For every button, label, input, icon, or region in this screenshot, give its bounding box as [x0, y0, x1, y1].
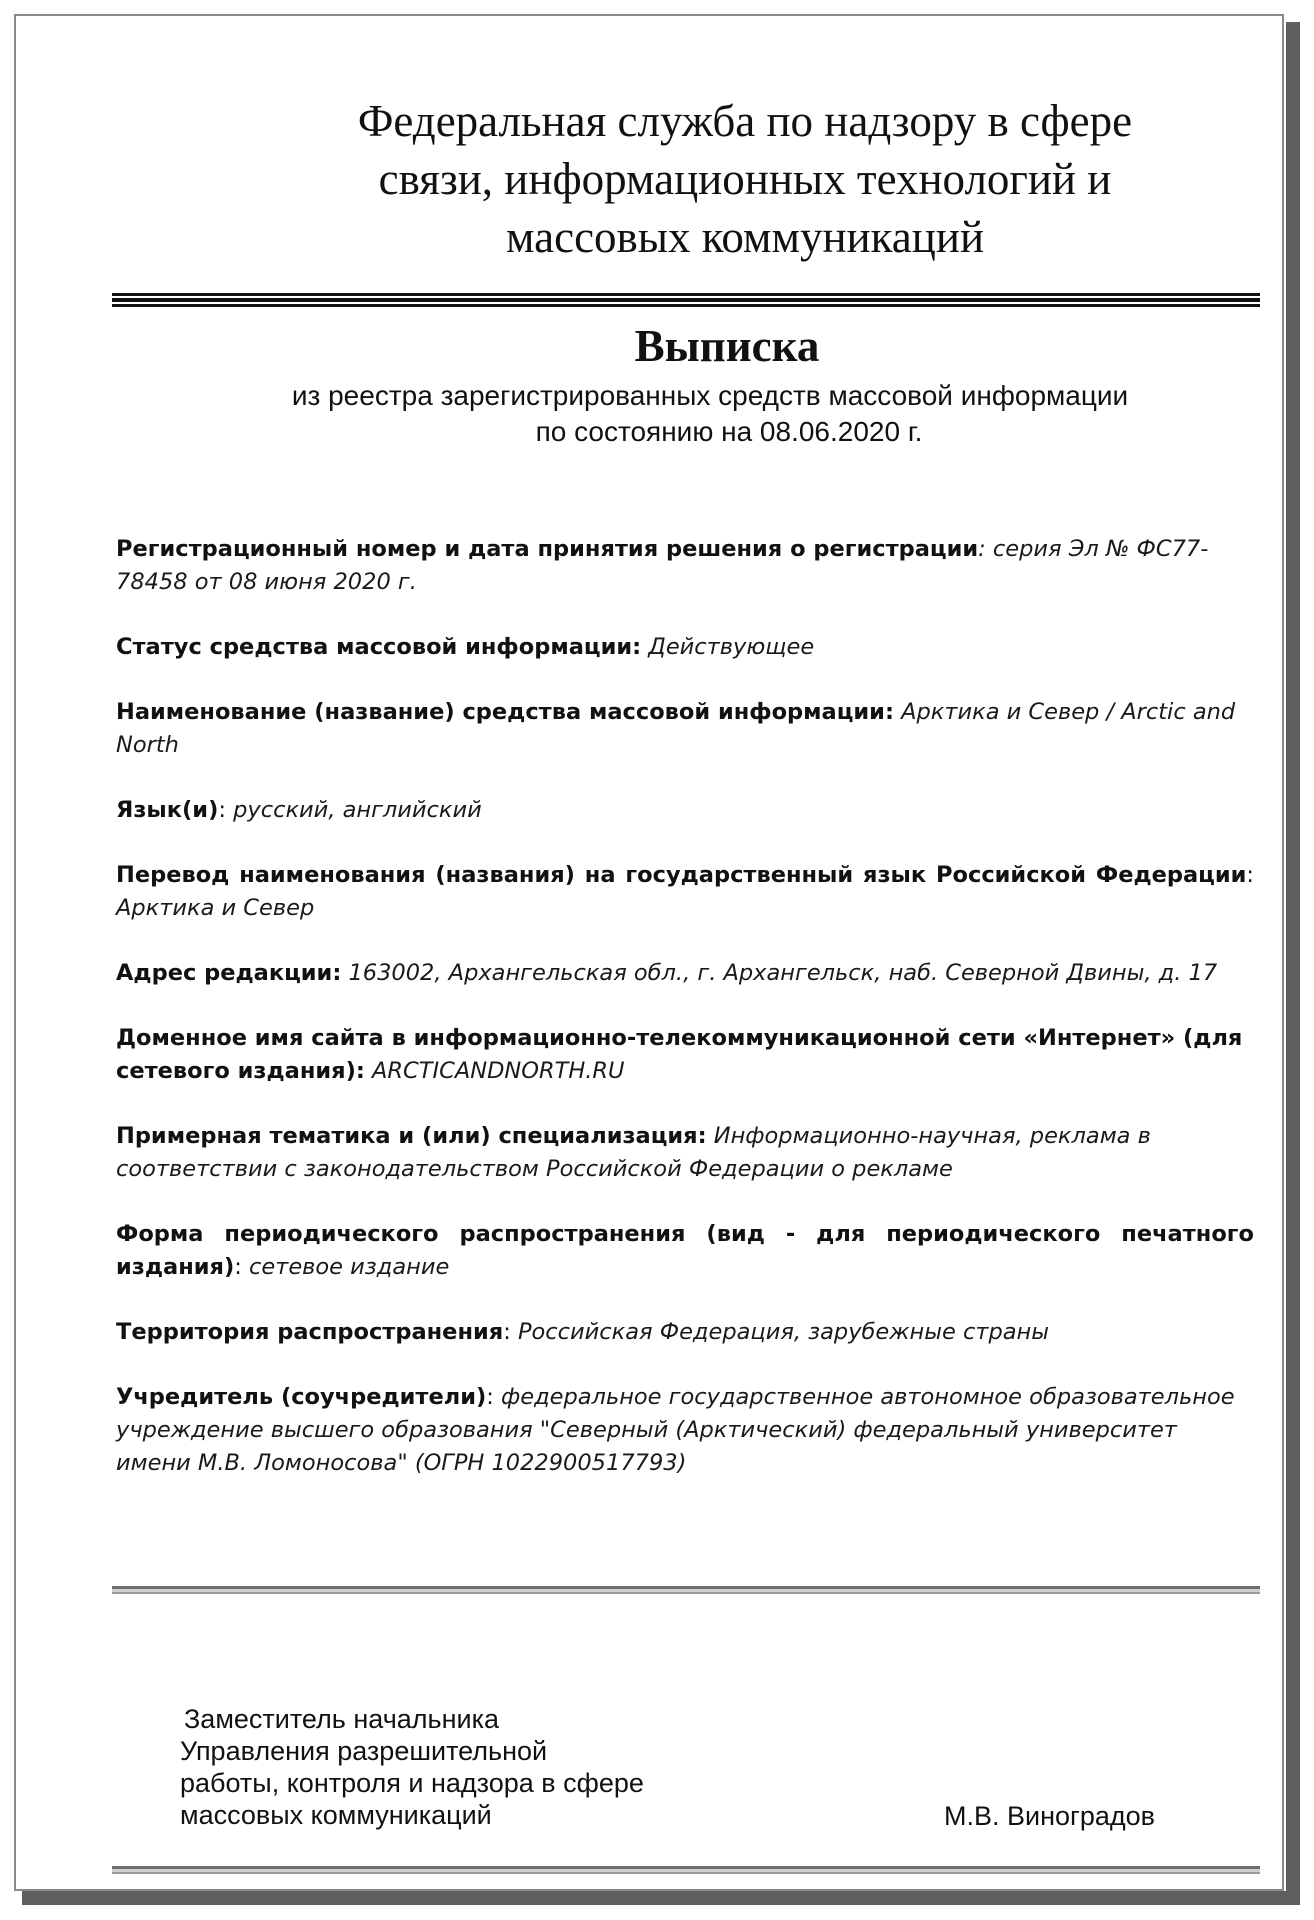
signer-position-line-2: Управления разрешительной — [180, 1736, 548, 1766]
field-label: Примерная тематика и (или) специализация: — [116, 1123, 707, 1149]
field-domain-name — [116, 1022, 1254, 1088]
agency-header — [280, 92, 1210, 266]
field-value: 163002, Архангельская обл., г. Архангельск, наб. Северной Двины, д. 17 — [341, 960, 1218, 986]
field-registration-number: Регистрационный номер и дата принятия решения о регистрации: серия Эл № ФС77-78458 от 08 июня 2020 г. — [116, 536, 1209, 595]
field-value: Арктика и Север — [116, 895, 315, 921]
document-title: Выписка — [634, 321, 820, 371]
field-label: Наименование (название) средства массовой информации: — [116, 699, 894, 725]
field-label: Перевод наименования (названия) на государственный язык Российской Федерации — [116, 862, 1247, 888]
signer-position-line-1: Заместитель начальника — [184, 1704, 500, 1734]
registry-fields — [116, 533, 1254, 1512]
document-subtitle — [112, 378, 1308, 450]
page-shadow-bottom — [22, 1891, 1300, 1905]
field-label: Доменное имя сайта в информационно-телекоммуникационной сети «Интернет» (для сетевого издания): — [116, 1025, 1243, 1084]
field-label: Территория распространения — [116, 1319, 504, 1345]
bottom-divider — [112, 1866, 1260, 1874]
field-label: Статус средства массовой информации: — [116, 634, 642, 660]
field-label: Язык(и) — [116, 797, 219, 823]
agency-line-1: Федеральная служба по надзору в сфере — [357, 96, 1133, 146]
field-status — [116, 631, 1254, 664]
field-label: Регистрационный номер и дата принятия решения о регистрации — [116, 536, 979, 562]
field-label: Форма периодического распространения (вид - для периодического печатного издания) — [116, 1221, 1254, 1280]
field-value: ARCTICANDNORTH.RU — [364, 1058, 625, 1084]
field-subject-matter — [116, 1120, 1254, 1186]
field-value: Российская Федерация, зарубежные страны — [510, 1319, 1049, 1345]
field-value: Действующее — [641, 634, 815, 660]
field-media-name — [116, 696, 1254, 762]
field-value: Информационно-научная, реклама в соответствии с законодательством Российской Федерации о рекламе — [116, 1123, 1151, 1182]
agency-line-3: массовых коммуникаций — [505, 212, 985, 262]
field-value: русский, английский — [225, 797, 482, 823]
field-label: Адрес редакции: — [116, 960, 342, 986]
field-value: Арктика и Север / Arctic and North — [116, 699, 1236, 758]
footer-divider — [112, 1586, 1260, 1594]
signer-name: М.В. Виноградов — [944, 1801, 1156, 1831]
page-shadow-right — [1286, 22, 1300, 1902]
field-editorial-address — [116, 957, 1254, 990]
field-name-translation: Перевод наименования (названия) на государственный язык Российской Федерации: Арктика и Север — [116, 862, 1254, 921]
signer-position — [180, 1703, 740, 1831]
header-divider — [112, 293, 1260, 307]
field-languages: Язык(и): русский, английский — [116, 797, 482, 823]
field-label: Учредитель (соучредители) — [116, 1384, 487, 1410]
signer-position-line-4: массовых коммуникаций — [180, 1800, 492, 1830]
field-distribution-form: Форма периодического распространения (вид - для периодического печатного издания): сетевое издание — [116, 1221, 1254, 1280]
signer-position-line-3: работы, контроля и надзора в сфере — [180, 1768, 644, 1798]
field-distribution-territory: Территория распространения: Российская Федерация, зарубежные страны — [116, 1319, 1049, 1345]
subtitle-date-line: по состоянию на 08.06.2020 г. — [535, 416, 923, 447]
subtitle-line-1: из реестра зарегистрированных средств массовой информации — [291, 380, 1129, 411]
field-value: серия Эл № ФС77-78458 от 08 июня 2020 г. — [116, 536, 1209, 595]
field-founders: Учредитель (соучредители): федеральное государственное автономное образовательное учреждение высшего образования "Северный (Арктический) федеральный университет имени М.В. Ломоносова" (ОГРН 1022900517793) — [116, 1384, 1235, 1476]
field-value: федеральное государственное автономное образовательное учреждение высшего образования "Северный (Арктический) федеральный университет имени М.В. Ломоносова" (ОГРН 1022900517793) — [116, 1384, 1235, 1476]
agency-line-2: связи, информационных технологий и — [378, 154, 1112, 204]
field-value: сетевое издание — [241, 1254, 450, 1280]
